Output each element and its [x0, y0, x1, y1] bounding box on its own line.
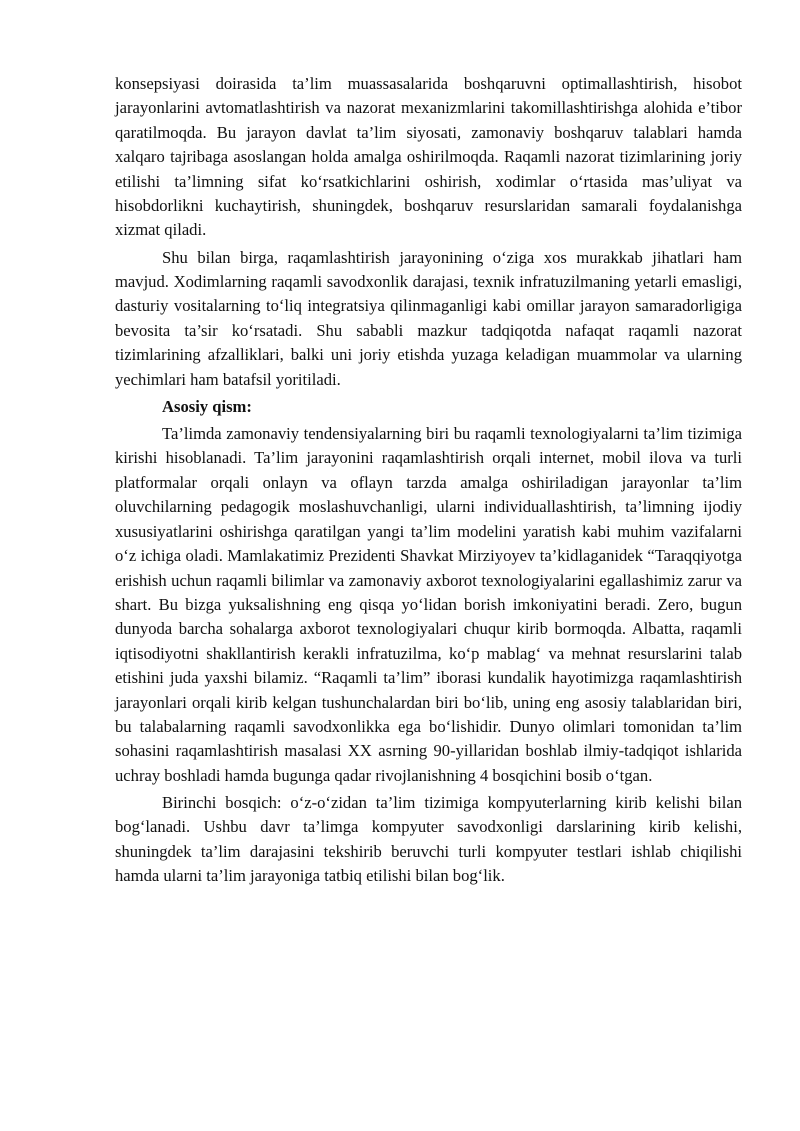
- paragraph-3: Ta’limda zamonaviy tendensiyalarning biri bu raqamli texnologiyalarni ta’lim tizimiga kirishi hisoblanadi. Ta’lim jarayonini raqamlashtirish orqali internet, mobil ilova va turli platformalar orqali onlayn va oflayn tarzda amalga oshiriladigan jarayonlar ta’lim oluvchilarning pedagogik moslashuvchanligi, ularni individuallashtirish, ta’limning ijodiy xususiyatlarini oshirishga qaratilgan yangi ta’lim modelini yaratish kabi muhim vazifalarni o‘z ichiga oladi. Mamlakatimiz Prezidenti Shavkat Mirziyoyev ta’kidlaganidek “Taraqqiyotga erishish uchun raqamli bilimlar va zamonaviy axborot texnologiyalarini egallashimiz zarur va shart. Bu bizga yuksalishning eng qisqa yo‘lidan borish imkoniyatini beradi. Zero, bugun dunyoda barcha sohalarga axborot texnologiyalari chuqur kirib bormoqda. Albatta, raqamli iqtisodiyotni shakllantirish kerakli infratuzilma, ko‘p mablag‘ va mehnat resurslarini talab etishini juda yaxshi bilamiz. “Raqamli ta’lim” iborasi kundalik hayotimizga raqamlashtirish jarayonlari orqali kirib kelgan tushunchalardan biri bo‘lib, uning eng asosiy talablaridan biri, bu talabalarning raqamli savodxonlikka ega bo‘lishidir. Dunyo olimlari tomonidan ta’lim sohasini raqamlashtirish masalasi XX asrning 90-yillaridan boshlab ilmiy-tadqiqot ishlarida uchray boshladi hamda bugunga qadar rivojlanishning 4 bosqichini bosib o‘tgan.: [115, 424, 742, 785]
- document-page: [115, 72, 742, 891]
- paragraph-4: Birinchi bosqich: o‘z-o‘zidan ta’lim tizimiga kompyuterlarning kirib kelishi bilan bog‘lanadi. Ushbu davr ta’limga kompyuter savodxonligi darslarining kirib kelishi, shuningdek ta’lim darajasini tekshirib beruvchi turli kompyuter testlari ishlab chiqilishi hamda ularni ta’lim jarayoniga tatbiq etilishi bilan bog‘lik.: [115, 792, 742, 886]
- paragraph-1: konsepsiyasi doirasida ta’lim muassasalarida boshqaruvni optimallashtirish, hisobot jarayonlarini avtomatlashtirish va nazorat mexanizmlarini takomillashtirishga alohida e’tibor qaratilmoqda. Bu jarayon davlat ta’lim siyosati, zamonaviy boshqaruv talablari hamda xalqaro tajribaga asoslangan holda amalga oshirilmoqda. Raqamli nazorat tizimlarining joriy etilishi ta’limning sifat ko‘rsatkichlarini oshirish, xodimlar o‘rtasida mas’uliyat va hisobdorlikni kuchaytirish, shuningdek, boshqaruv resurslaridan samarali foydalanishga xizmat qiladi.: [115, 74, 742, 240]
- section-heading: Asosiy qism:: [162, 396, 252, 416]
- paragraph-2: Shu bilan birga, raqamlashtirish jarayonining o‘ziga xos murakkab jihatlari ham mavjud. Xodimlarning raqamli savodxonlik darajasi, texnik infratuzilmaning yetarli emasligi, dasturiy vositalarning to‘liq integratsiya qilinmaganligi kabi omillar jarayon samaradorligiga bevosita ta’sir ko‘rsatadi. Shu sababli mazkur tadqiqotda nafaqat raqamli nazorat tizimlarining afzalliklari, balki uni joriy etishda yuzaga keladigan muammolar va ularning yechimlari ham batafsil yoritiladi.: [115, 247, 742, 389]
